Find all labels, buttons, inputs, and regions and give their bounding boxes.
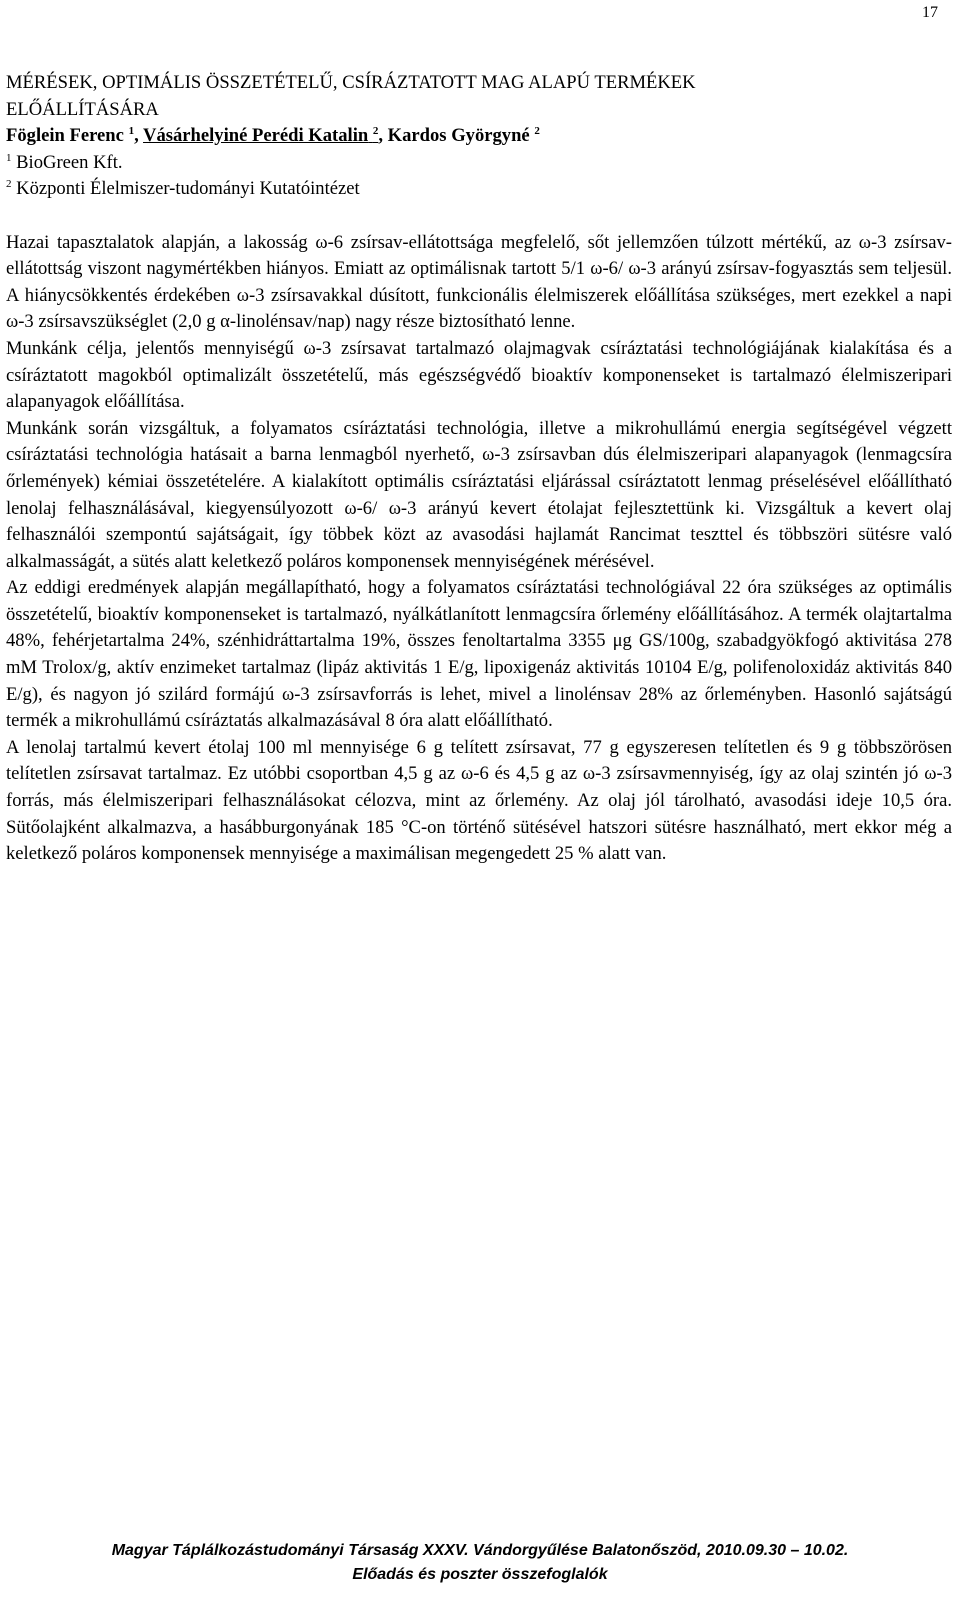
affiliation-2-marker: 2: [6, 178, 12, 191]
author-list: [6, 123, 952, 150]
author-1-name: Föglein Ferenc: [6, 125, 124, 147]
title-line-2: ELŐÁLLÍTÁSÁRA: [6, 98, 159, 120]
paragraph-3: Munkánk során vizsgáltuk, a folyamatos csíráztatási technológia, illetve a mikrohullámú energia segítségével végzett csíráztatási technológia hatásait a barna lenmagból nyerhető, ω-3 zsírsavban dús élelmiszeripari alapanyagok (lenmagcsíra őrlemények) kémiai összetételére. A kialakított optimális csíráztatási eljárással csíráztatott lenmag préselésével előállítható lenolaj felhasználásával, kiegyensúlyozott ω-6/ ω-3 arányú kevert étolajat fejlesztettünk ki. Vizsgáltuk a kevert olaj felhasználói szempontú sajátságait, így többek közt az avasodási hajlamát Rancimat teszttel és többszöri sütésre való alkalmasságát, a sütés alatt keletkező poláros komponensek mennyiségének mérésével.: [6, 417, 952, 572]
title-line-1: MÉRÉSEK, OPTIMÁLIS ÖSSZETÉTELŰ, CSÍRÁZTATOTT MAG ALAPÚ TERMÉKEK: [6, 72, 696, 93]
footer-subtitle: Előadás és poszter összefoglalók: [352, 1566, 608, 1583]
abstract-title: [6, 70, 952, 123]
paragraph-2: Munkánk célja, jelentős mennyiségű ω-3 zsírsavat tartalmazó olajmagvak csíráztatási technológiájának kialakítása és a csíráztatott magokból optimalizált összetételű, más egészségvédő bioaktív komponenseket is tartalmazó élelmiszeripari alapanyagok előállítása.: [6, 337, 952, 413]
author-separator-2: ,: [378, 125, 388, 147]
blank-line: [6, 203, 952, 230]
affiliation-1-text: BioGreen Kft.: [16, 151, 123, 173]
author-1-affiliation: 1: [128, 125, 135, 138]
affiliation-2-text: Központi Élelmiszer-tudományi Kutatóintézet: [16, 178, 360, 200]
author-separator-1: ,: [134, 125, 144, 147]
paragraph-5: A lenolaj tartalmú kevert étolaj 100 ml mennyisége 6 g telített zsírsavat, 77 g egyszeresen telítetlen és 9 g többszörösen telítetlen zsírsavat tartalmaz. Ez utóbbi csoportban 4,5 g az ω-6 és 4,5 g az ω-3 zsírsavmennyiség, így az olaj szintén jó ω-3 forrás, más élelmiszeripari felhasználásokat célozva, mint az őrlemény. Az olaj jól tárolható, avasodási ideje 10,5 óra. Sütőolajként alkalmazva, a hasábburgonyának 185 °C-on történő sütésével hatszori sütésre használható, mert ekkor még a keletkező poláros komponensek mennyisége a maximálisan megengedett 25 % alatt van.: [6, 736, 952, 865]
author-3-name: Kardos Györgyné: [387, 125, 530, 147]
footer-conference: Magyar Táplálkozástudományi Társaság XXXV. Vándorgyűlése Balatonőszöd, 2010.09.30 – 10.02.: [111, 1542, 849, 1559]
affiliation-1-marker: 1: [6, 151, 12, 164]
paragraph-4: Az eddigi eredmények alapján megállapítható, hogy a folyamatos csíráztatási technológiával 22 óra szükséges az optimális összetételű, bioaktív komponenseket is tartalmazó, nyálkátlanított lenmagcsíra őrlemény előállításához. A termék olajtartalma 48%, fehérjetartalma 24%, szénhidráttartalma 19%, összes fenoltartalma 3355 μg GS/100g, szabadgyökfogó aktivitása 278 mM Trolox/g, aktív enzimeket tartalmaz (lipáz aktivitás 1 E/g, lipoxigenáz aktivitás 10104 E/g, polifenoloxidáz aktivitás 840 E/g), és nagyon jó szilárd formájú ω-3 zsírsavforrás is lehet, mivel a linolénsav 28% az őrleményben. Hasonló sajátságú termék a mikrohullámú csíráztatás alkalmazásával 8 óra alatt előállítható.: [6, 577, 952, 732]
affiliation-1: [6, 150, 952, 177]
page-footer: [0, 1539, 960, 1587]
author-3-affiliation: 2: [534, 125, 540, 138]
abstract-content: [6, 70, 952, 868]
affiliation-2: [6, 176, 952, 203]
author-2-name: Vásárhelyiné Perédi Katalin: [143, 125, 369, 147]
page-number: 17: [922, 4, 938, 21]
paragraph-1: Hazai tapasztalatok alapján, a lakosság ω-6 zsírsav-ellátottsága megfelelő, sőt jellemzően túlzott mértékű, az ω-3 zsírsav-ellátottság viszont nagymértékben hiányos. Emiatt az optimálisnak tartott 5/1 ω-6/ ω-3 arányú zsírsav-fogyasztás sem teljesül. A hiánycsökkentés érdekében ω-3 zsírsavakkal dúsított, funkcionális élelmiszerek előállítása szükséges, mert ezekkel a napi ω-3 zsírsavszükséglet (2,0 g α-linolénsav/nap) nagy része biztosítható lenne.: [6, 231, 952, 333]
author-2-affiliation: 2: [372, 125, 379, 138]
